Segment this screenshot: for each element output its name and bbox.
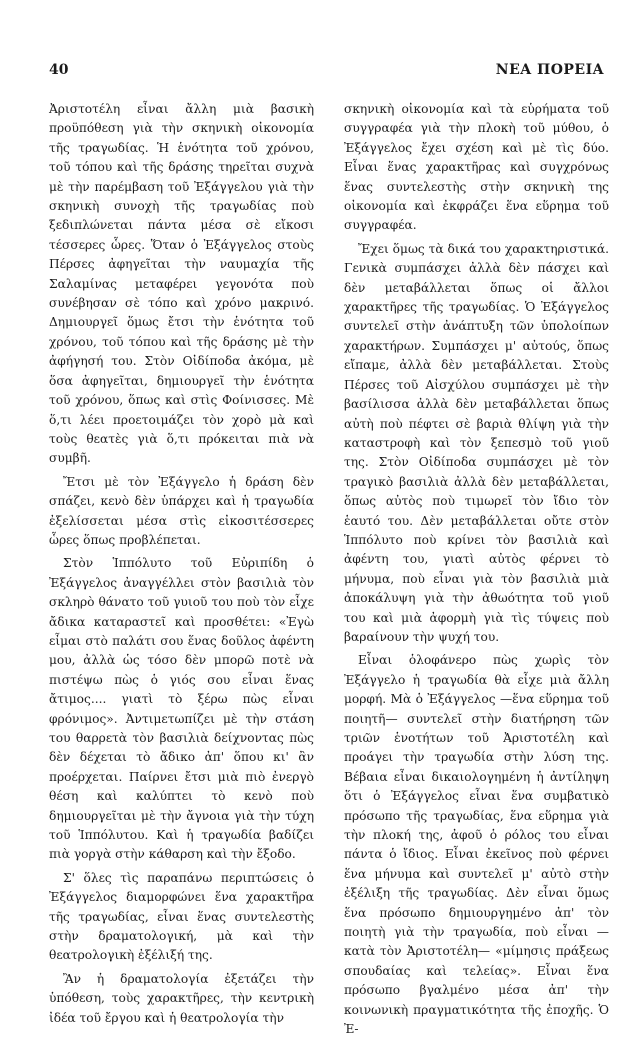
paragraph: Ἀριστοτέλη εἶναι ἄλλη μιὰ βασικὴ προϋπόθεση γιὰ τὴν σκηνικὴ οἰκονομία τῆς τραγωδίας. Ἡ ἑνότητα τοῦ χρόνου, τοῦ τόπου καὶ τῆς δράσης τηρεῖται συχνὰ μὲ τὴν παρέμβαση τοῦ Ἐξάγγελου γιὰ τὴν σκηνικὴ συνοχὴ τῆς τραγωδίας ποὺ ξεδιπλώνεται πάντα μέσα σὲ εἴκοσι τέσσερες ὧρες. Ὅταν ὁ Ἐξάγγελος στοὺς Πέρσες ἀφηγεῖται τὴν ναυμαχία τῆς Σαλαμίνας μεταφέρει γεγονότα ποὺ συνέβησαν σὲ τόπο καὶ χρόνο μακρινό. Δημιουργεῖ ὅμως ἔτσι τὴν ἑνότητα τοῦ χρόνου, τοῦ τόπου καὶ τῆς δράσης μὲ τὴν ἀφήγησή του. Στὸν Οἰδίποδα ἀκόμα, μὲ ὅσα ἀφηγεῖται, δημιουργεῖ τὴν ἑνότητα τοῦ χρόνου, ὅπως καὶ στὶς Φοίνισσες. Μὲ ὅ,τι λέει προετοιμάζει τὸν χορὸ μὰ καὶ τοὺς θεατὲς γιὰ ὅ,τι πρόκειται πιὰ νὰ συμβῆ. (49, 102, 314, 466)
paragraph: Ἂν ἡ δραματολογία ἐξετάζει τὴν ὑπόθεση, τοὺς χαρακτῆρες, τὴν κεντρικὴ ἰδέα τοῦ ἔργου καὶ ἡ θεατρολογία τὴν (49, 971, 314, 1025)
paragraph: Σ' ὅλες τὶς παραπάνω περιπτώσεις ὁ Ἐξάγγελος διαμορφώνει ἕνα χαρακτῆρα τῆς τραγωδίας, εἶναι ἕνας συντελεστὴς στὴν δραματολογική, μὰ καὶ τὴν θεατρολογικὴ ἐξέλιξή της. (49, 870, 314, 963)
paragraph: Ἔχει ὅμως τὰ δικά του χαρακτηριστικά. Γενικὰ συμπάσχει ἀλλὰ δὲν πάσχει καὶ δὲν μεταβάλλεται ὅπως οἱ ἄλλοι χαρακτῆρες τῆς τραγωδίας. Ὁ Ἐξάγγελος συντελεῖ στὴν ἀνάπτυξη τῶν ὑπολοίπων χαρακτήρων. Συμπάσχει μ' αὐτούς, ὅπως εἴπαμε, ἀλλὰ δὲν μεταβάλλεται. Στοὺς Πέρσες τοῦ Αἰσχύλου συμπάσχει μὲ τὴν βασίλισσα ἀλλὰ δὲν μεταβάλλεται ὅπως αὐτὴ ποὺ πέφτει σὲ βαριὰ θλίψη γιὰ τὴν καταστροφὴ καὶ τὸν ξεπεσμὸ τοῦ γιοῦ της. Στὸν Οἰδίποδα συμπάσχει μὲ τὸν τραγικὸ βασιλιὰ ἀλλὰ δὲν μεταβάλλεται, ὅπως αὐτὸς ποὺ τιμωρεῖ τὸν ἴδιο τὸν ἑαυτό του. Δὲν μεταβάλλεται οὔτε στὸν Ἱππόλυτο ποὺ κρίνει τὸν βασιλιὰ καὶ ἀφέντη του, γιατὶ αὐτὸς φέρνει τὸ μήνυμα, ποὺ εἶναι γιὰ τὸν βασιλιὰ μιὰ ἀποκάλυψη γιὰ τὴν ἀθωότητα τοῦ γιοῦ του καὶ μιὰ ἀφορμὴ γιὰ τὶς τύψεις ποὺ βαραίνουν τὴν ψυχή του. (344, 241, 609, 644)
right-column (344, 100, 609, 1037)
page-number: 40 (49, 62, 69, 78)
left-column (49, 100, 314, 1025)
paragraph: σκηνικὴ οἰκονομία καὶ τὰ εὑρήματα τοῦ συγγραφέα γιὰ τὴν πλοκὴ τοῦ μύθου, ὁ Ἐξάγγελος ἔχει σχέση καὶ μὲ τὶς δύο. Εἶναι ἕνας χαρακτῆρας καὶ συγχρόνως ἕνας συντελεστὴς στὴν σκηνικὴ της οἰκονομία καὶ ἐκφράζει ἕνα εὕρημα τοῦ συγγραφέα. (344, 102, 609, 233)
paragraph: Στὸν Ἱππόλυτο τοῦ Εὐριπίδη ὁ Ἐξάγγελος ἀναγγέλλει στὸν βασιλιὰ τὸν σκληρὸ θάνατο τοῦ γυιοῦ του ποὺ τὸν εἶχε ἄδικα καταραστεῖ καὶ προσθέτει: «Ἐγὼ εἶμαι στὸ παλάτι σου ἕνας δοῦλος ἀφέντη μου, ἀλλὰ ὡς τόσο δὲν μπορῶ ποτὲ νὰ πιστέψω πὼς ὁ γιός σου εἶναι ἕνας ἄτιμος.... γιατὶ τὸ ξέρω πὼς εἶναι φρόνιμος». Ἀντιμετωπίζει μὲ τὴν στάση του θαρρετὰ τὸν βασιλιὰ δείχνοντας πὼς δὲν δέχεται τὸ ἄδικο ἀπ' ὅπου κι' ἂν προέρχεται. Παίρνει ἔτσι μιὰ πιὸ ἐνεργὸ θέση καὶ καλύπτει τὸ κενὸ ποὺ δημιουργεῖται μὲ τὴν ἄγνοια γιὰ τὴν τύχη τοῦ Ἱππόλυτου. Καὶ ἡ τραγωδία βαδίζει πιὰ γοργὰ στὴν κάθαρση καὶ τὴν ἔξοδο. (49, 556, 314, 862)
paragraph: Εἶναι ὁλοφάνερο πὼς χωρὶς τὸν Ἐξάγγελο ἡ τραγωδία θὰ εἶχε μιὰ ἄλλη μορφή. Μὰ ὁ Ἐξάγγελος —ἕνα εὕρημα τοῦ ποιητῆ— συντελεῖ στὴν διατήρηση τῶν τριῶν ἑνοτήτων τοῦ Ἀριστοτέλη καὶ προάγει τὴν τραγωδία στὴν λύση της. Βέβαια εἶναι δικαιολογημένη ἡ ἀντίληψη ὅτι ὁ Ἐξάγγελος εἶναι ἕνα συμβατικὸ πρόσωπο τῆς τραγωδίας, ἕνα εὕρημα γιὰ τὴν πλοκή της, ἀφοῦ ὁ ρόλος του εἶναι πάντα ὁ ἴδιος. Εἶναι ἐκεῖνος ποὺ φέρνει ἕνα μήνυμα καὶ συντελεῖ μ' αὐτὸ στὴν ἐξέλιξη τῆς τραγωδίας. Δὲν εἶναι ὅμως ἕνα πρόσωπο δημιουργημένο ἀπ' τὸν ποιητὴ γιὰ τὴν τραγωδία, ποὺ εἶναι — κατὰ τὸν Ἀριστοτέλη— «μίμησις πράξεως σπουδαίας καὶ τελείας». Εἶναι ἕνα πρόσωπο βγαλμένο μέσα ἀπ' τὴν κοινωνικὴ πραγματικότητα τῆς ἐποχῆς. Ὁ Ἐ- (344, 653, 609, 1037)
running-title: ΝΕΑ ΠΟΡΕΙΑ (495, 62, 604, 78)
paragraph: Ἔτσι μὲ τὸν Ἐξάγγελο ἡ δράση δὲν σπάζει, κενὸ δὲν ὑπάρχει καὶ ἡ τραγωδία ἐξελίσσεται μέσα στὶς εἰκοσιτέσσερες ὧρες ὅπως προβλέπεται. (49, 474, 314, 547)
text-columns (49, 100, 609, 1037)
